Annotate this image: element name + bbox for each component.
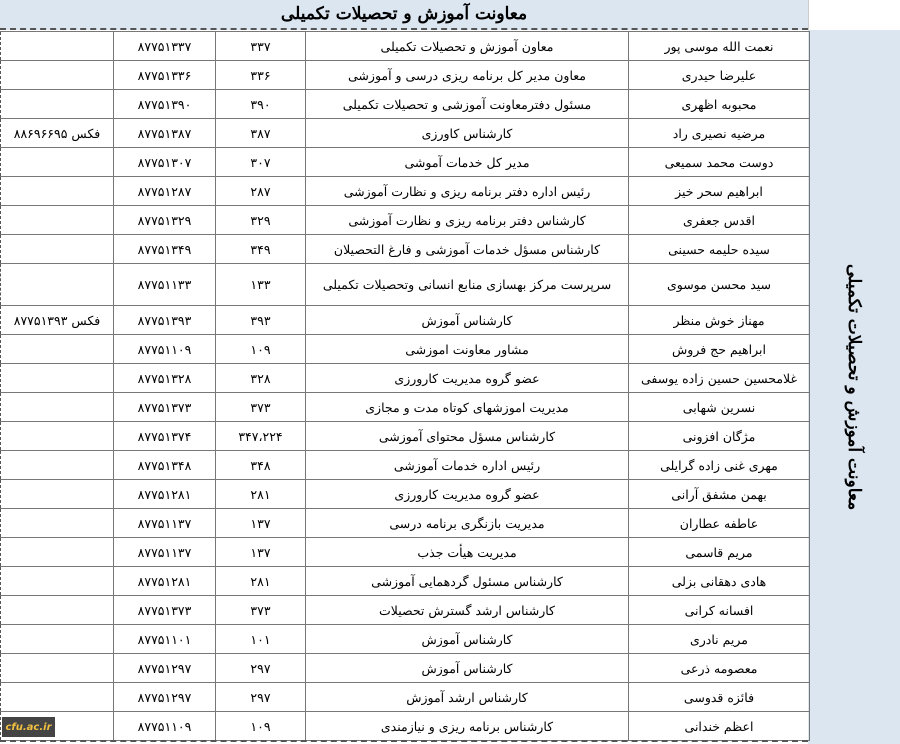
ext-cell: ۳۳۶ xyxy=(216,61,306,90)
ext-cell: ۳۴۸ xyxy=(216,451,306,480)
table-row xyxy=(1,306,810,335)
ext-cell: ۲۸۱ xyxy=(216,567,306,596)
phone-cell: ۸۷۷۵۱۳۴۸ xyxy=(114,451,216,480)
title-cell: مدیریت بازنگری برنامه درسی xyxy=(306,509,629,538)
name-cell: ابراهیم سحر خیز xyxy=(629,177,810,206)
phone-cell: ۸۷۷۵۱۳۸۷ xyxy=(114,119,216,148)
name-cell: سید محسن موسوی xyxy=(629,264,810,306)
fax-cell xyxy=(1,206,114,235)
fax-cell xyxy=(1,567,114,596)
phone-cell: ۸۷۷۵۱۲۸۷ xyxy=(114,177,216,206)
phone-cell: ۸۷۷۵۱۱۰۹ xyxy=(114,712,216,741)
ext-cell: ۳۷۳ xyxy=(216,596,306,625)
ext-cell: ۱۳۳ xyxy=(216,264,306,306)
ext-cell: ۱۳۷ xyxy=(216,509,306,538)
table-row xyxy=(1,567,810,596)
name-cell: مریم قاسمی xyxy=(629,538,810,567)
name-cell: مهناز خوش منظر xyxy=(629,306,810,335)
ext-cell: ۳۳۷ xyxy=(216,32,306,61)
name-cell: معصومه ذرعی xyxy=(629,654,810,683)
phone-cell: ۸۷۷۵۱۳۹۰ xyxy=(114,90,216,119)
phone-cell: ۸۷۷۵۱۱۰۹ xyxy=(114,335,216,364)
fax-cell xyxy=(1,235,114,264)
name-cell: اقدس جعفری xyxy=(629,206,810,235)
fax-cell xyxy=(1,596,114,625)
fax-cell xyxy=(1,683,114,712)
phone-cell: ۸۷۷۵۱۳۹۳ xyxy=(114,306,216,335)
title-cell: مدیریت هیأت جذب xyxy=(306,538,629,567)
table-row xyxy=(1,625,810,654)
fax-cell xyxy=(1,654,114,683)
fax-cell xyxy=(1,364,114,393)
fax-cell xyxy=(1,625,114,654)
name-cell: نعمت الله موسی پور xyxy=(629,32,810,61)
side-panel xyxy=(808,30,900,744)
fax-cell xyxy=(1,480,114,509)
title-cell: مشاور معاونت اموزشی xyxy=(306,335,629,364)
table-bottom-border xyxy=(0,740,808,742)
name-cell: علیرضا حیدری xyxy=(629,61,810,90)
title-cell: معاون آموزش و تحصیلات تکمیلی xyxy=(306,32,629,61)
table-row xyxy=(1,538,810,567)
phone-cell: ۸۷۷۵۱۲۹۷ xyxy=(114,654,216,683)
fax-cell: فکس ۸۷۷۵۱۳۹۳ xyxy=(1,306,114,335)
table-row xyxy=(1,422,810,451)
title-cell: مدیریت اموزشهای کوتاه مدت و مجازی xyxy=(306,393,629,422)
ext-cell: ۱۰۹ xyxy=(216,712,306,741)
phone-cell: ۸۷۷۵۱۳۴۹ xyxy=(114,235,216,264)
phone-cell: ۸۷۷۵۱۱۳۳ xyxy=(114,264,216,306)
table-row xyxy=(1,119,810,148)
header-title: معاونت آموزش و تحصیلات تکمیلی xyxy=(280,4,528,24)
table-row xyxy=(1,264,810,306)
title-cell: کارشناس آموزش xyxy=(306,654,629,683)
ext-cell: ۳۹۰ xyxy=(216,90,306,119)
ext-cell: ۳۲۹ xyxy=(216,206,306,235)
ext-cell: ۱۰۹ xyxy=(216,335,306,364)
table-row xyxy=(1,654,810,683)
name-cell: مریم نادری xyxy=(629,625,810,654)
name-cell: عاطفه عطاران xyxy=(629,509,810,538)
corner-cell xyxy=(808,0,900,30)
fax-cell xyxy=(1,148,114,177)
title-cell: کارشناس آموزش xyxy=(306,306,629,335)
phone-cell: ۸۷۷۵۱۳۲۸ xyxy=(114,364,216,393)
title-cell: رئیس اداره دفتر برنامه ریزی و نظارت آموزشی xyxy=(306,177,629,206)
phone-cell: ۸۷۷۵۱۳۷۴ xyxy=(114,422,216,451)
ext-cell: ۳۲۸ xyxy=(216,364,306,393)
ext-cell: ۳۴۹ xyxy=(216,235,306,264)
ext-cell: ۲۸۷ xyxy=(216,177,306,206)
fax-cell xyxy=(1,335,114,364)
table-row xyxy=(1,364,810,393)
fax-cell xyxy=(1,264,114,306)
ext-cell: ۳۰۷ xyxy=(216,148,306,177)
table-row xyxy=(1,451,810,480)
name-cell: اعظم خندانی xyxy=(629,712,810,741)
name-cell: مهری غنی زاده گرایلی xyxy=(629,451,810,480)
phone-cell: ۸۷۷۵۱۳۳۶ xyxy=(114,61,216,90)
title-cell: کارشناس آموزش xyxy=(306,625,629,654)
phone-cell: ۸۷۷۵۱۱۳۷ xyxy=(114,538,216,567)
ext-cell: ۱۳۷ xyxy=(216,538,306,567)
fax-cell xyxy=(1,451,114,480)
phone-cell: ۸۷۷۵۱۳۲۹ xyxy=(114,206,216,235)
phone-cell: ۸۷۷۵۱۱۰۱ xyxy=(114,625,216,654)
fax-cell xyxy=(1,177,114,206)
fax-cell xyxy=(1,61,114,90)
title-cell: مدیر کل خدمات آموشی xyxy=(306,148,629,177)
title-cell: رئیس اداره خدمات آموزشی xyxy=(306,451,629,480)
phone-cell: ۸۷۷۵۱۳۳۷ xyxy=(114,32,216,61)
title-cell: کارشناس برنامه ریزی و نیازمندی xyxy=(306,712,629,741)
name-cell: مژگان افزونی xyxy=(629,422,810,451)
title-cell: مسئول دفترمعاونت آموزشی و تحصیلات تکمیلی xyxy=(306,90,629,119)
title-cell: عضو گروه مدیریت کارورزی xyxy=(306,480,629,509)
title-cell: کارشناس ارشد گسترش تحصیلات xyxy=(306,596,629,625)
table-row xyxy=(1,32,810,61)
fax-cell xyxy=(1,422,114,451)
name-cell: بهمن مشفق آرانی xyxy=(629,480,810,509)
title-cell: کارشناس مسؤل خدمات آموزشی و فارغ التحصیلان xyxy=(306,235,629,264)
fax-cell xyxy=(1,538,114,567)
ext-cell: ۳۴۷،۲۲۴ xyxy=(216,422,306,451)
phone-cell: ۸۷۷۵۱۲۸۱ xyxy=(114,480,216,509)
table-header xyxy=(0,0,808,30)
phone-cell: ۸۷۷۵۱۳۷۳ xyxy=(114,393,216,422)
title-cell: کارشناس مسؤل محتوای آموزشی xyxy=(306,422,629,451)
directory-table xyxy=(0,31,810,741)
table-row xyxy=(1,177,810,206)
table-row xyxy=(1,90,810,119)
name-cell: ابراهیم حج فروش xyxy=(629,335,810,364)
name-cell: هادی دهقانی بزلی xyxy=(629,567,810,596)
table-row xyxy=(1,148,810,177)
fax-cell: فکس ۸۸۶۹۶۶۹۵ xyxy=(1,119,114,148)
name-cell: غلامحسین حسین زاده یوسفی xyxy=(629,364,810,393)
title-cell: کارشناس ارشد آموزش xyxy=(306,683,629,712)
phone-cell: ۸۷۷۵۱۳۷۳ xyxy=(114,596,216,625)
table-row xyxy=(1,480,810,509)
name-cell: مرضیه نصیری راد xyxy=(629,119,810,148)
ext-cell: ۱۰۱ xyxy=(216,625,306,654)
table-row xyxy=(1,235,810,264)
fax-cell xyxy=(1,90,114,119)
fax-cell xyxy=(1,509,114,538)
table-row xyxy=(1,206,810,235)
title-cell: معاون مدیر کل برنامه ریزی درسی و آموزشی xyxy=(306,61,629,90)
fax-cell xyxy=(1,393,114,422)
table-row xyxy=(1,596,810,625)
fax-cell xyxy=(1,32,114,61)
phone-cell: ۸۷۷۵۱۲۸۱ xyxy=(114,567,216,596)
ext-cell: ۳۷۳ xyxy=(216,393,306,422)
table-row xyxy=(1,335,810,364)
phone-cell: ۸۷۷۵۱۲۹۷ xyxy=(114,683,216,712)
table-row xyxy=(1,393,810,422)
phone-cell: ۸۷۷۵۱۱۳۷ xyxy=(114,509,216,538)
ext-cell: ۳۹۳ xyxy=(216,306,306,335)
name-cell: نسرین شهابی xyxy=(629,393,810,422)
name-cell: محبوبه اظهری xyxy=(629,90,810,119)
name-cell: دوست محمد سمیعی xyxy=(629,148,810,177)
side-panel-title: معاونت آموزش و تحصیلات تکمیلی xyxy=(844,263,864,511)
name-cell: فائزه قدوسی xyxy=(629,683,810,712)
ext-cell: ۲۹۷ xyxy=(216,683,306,712)
ext-cell: ۳۸۷ xyxy=(216,119,306,148)
table-row xyxy=(1,683,810,712)
title-cell: کارشناس دفتر برنامه ریزی و نظارت آموزشی xyxy=(306,206,629,235)
table-row xyxy=(1,61,810,90)
title-cell: کارشناس کاورزی xyxy=(306,119,629,148)
table-row xyxy=(1,712,810,741)
title-cell: کارشناس مسئول گردهمایی آموزشی xyxy=(306,567,629,596)
phone-cell: ۸۷۷۵۱۳۰۷ xyxy=(114,148,216,177)
table-row xyxy=(1,509,810,538)
title-cell: عضو گروه مدیریت کارورزی xyxy=(306,364,629,393)
ext-cell: ۲۸۱ xyxy=(216,480,306,509)
watermark-logo: cfu.ac.ir xyxy=(2,717,55,737)
ext-cell: ۲۹۷ xyxy=(216,654,306,683)
name-cell: افسانه کرانی xyxy=(629,596,810,625)
name-cell: سیده حلیمه حسینی xyxy=(629,235,810,264)
title-cell: سرپرست مرکز بهسازی منابع انسانی وتحصیلات تکمیلی xyxy=(306,264,629,306)
